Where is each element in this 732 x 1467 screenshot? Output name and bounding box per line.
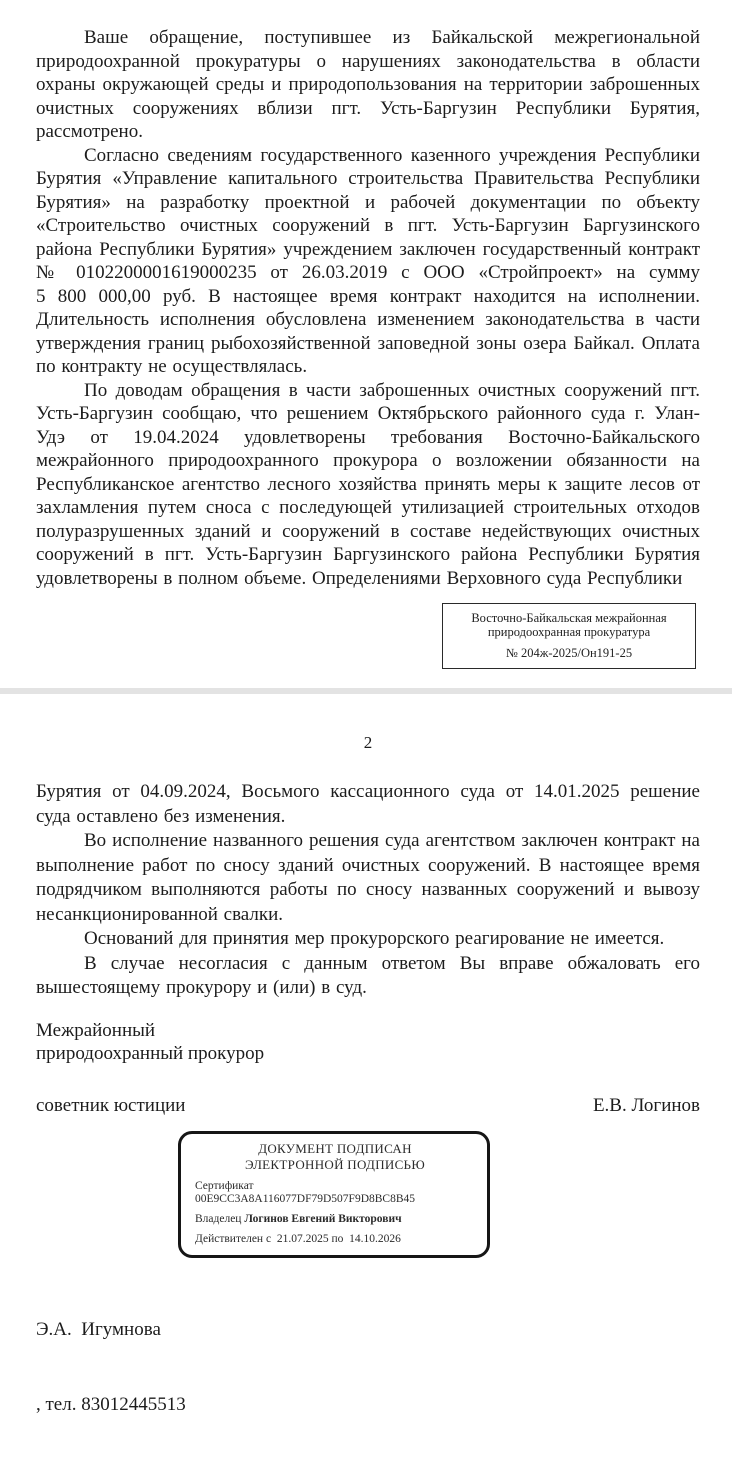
esign-certificate-value: 00E9CC3A8A116077DF79D507F9D8BC8B45: [195, 1192, 416, 1205]
prosecutor-office-stamp: [442, 603, 696, 669]
esign-owner-label: Владелец: [195, 1212, 242, 1225]
esign-certificate-line: [195, 1180, 475, 1206]
paragraph-contract-info: Согласно сведениям государственного казенного учреждения Республики Бурятия «Управление капитального строительства Правительства Республики Бурятия» на разработку проектной и рабочей документации по объекту «Строительство очистных сооружений в пгт. Усть-Баргузин Баргузинского района Республики Бурятия» учреждением заключен государственный контракт № 0102200001619000235 от 26.03.2019 с ООО «Стройпроект» на сумму 5 800 000,00 руб. В настоящее время контракт находится на исполнении. Длительность исполнения обусловлена изменением законодательства в части утверждения границ рыбохозяйственной заповедной зоны озера Байкал. Оплата по контракту не осуществлялась.: [36, 144, 700, 377]
signature-block: [36, 1019, 700, 1117]
page-1: [0, 0, 732, 669]
signer-rank: советник юстиции: [36, 1094, 186, 1116]
stamp-office-line2: природоохранная прокуратура: [487, 625, 651, 639]
page-2-paragraphs: [36, 780, 700, 1001]
paragraph-no-grounds: Оснований для принятия мер прокурорского реагирование не имеется.: [84, 928, 665, 949]
signer-title-line2: природоохранный прокурор: [36, 1042, 265, 1064]
paragraph-appeal-rights: В случае несогласия с данным ответом Вы вправе обжаловать его вышестоящему прокурору и (или) в суд.: [36, 952, 700, 998]
esign-header-line1: ДОКУМЕНТ ПОДПИСАН: [258, 1140, 412, 1156]
page-separator: [0, 688, 732, 694]
page-number: 2: [363, 733, 373, 752]
electronic-signature-stamp: [178, 1131, 490, 1258]
paragraph-demolition-contract: Во исполнение названного решения суда агентством заключен контракт на выполнение работ по сносу зданий очистных сооружений. В настоящее время подрядчиком выполняются работы по сносу названных сооружений и вывозу несанкционированной свалки.: [36, 830, 700, 925]
page-2: [0, 732, 732, 1467]
paragraph-decision-upheld: Бурятия от 04.09.2024, Восьмого кассационного суда от 14.01.2025 решение суда оставлено без изменения.: [36, 781, 700, 827]
esign-owner-line: [195, 1213, 475, 1226]
paragraph-court-decision: По доводам обращения в части заброшенных очистных сооружений пгт. Усть-Баргузин сообщаю, что решением Октябрьского районного суда г. Улан-Удэ от 19.04.2024 удовлетворены требования Восточно-Байкальского межрайонного природоохранного прокурора о возложении обязанности на Республиканское агентство лесного хозяйства принять меры к защите лесов от захламления путем сноса с последующей утилизацией строительных отходов полуразрушенных зданий и сооружений в составе недействующих очистных сооружений в пгт. Усть-Баргузин Баргузинского района Республики Бурятия удовлетворены в полном объеме. Определениями Верховного суда Республики: [36, 379, 700, 589]
paragraph-appeal-received: Ваше обращение, поступившее из Байкальской межрегиональной природоохранной прокуратуры о нарушениях законодательства в области охраны окружающей среды и природопользования на территории заброшенных очистных сооружениях вблизи пгт. Усть-Баргузин Республики Бурятия, рассмотрено.: [36, 27, 700, 142]
esign-header: [195, 1141, 475, 1173]
executor-name: Э.А. Игумнова: [36, 1318, 161, 1340]
signer-name: Е.В. Логинов: [592, 1094, 700, 1116]
stamp-office-line1: Восточно-Байкальская межрайонная: [471, 611, 667, 625]
stamp-registration-number: № 204ж-2025/Он191-25: [505, 646, 633, 660]
esign-header-line2: ЭЛЕКТРОННОЙ ПОДПИСЬЮ: [245, 1156, 425, 1172]
esign-validity-line: Действителен с 21.07.2025 по 14.10.2026: [195, 1232, 401, 1245]
esign-certificate-label: Сертификат: [195, 1179, 254, 1192]
executor-phone: , тел. 83012445513: [36, 1393, 186, 1415]
signer-title-line1: Межрайонный: [36, 1019, 156, 1041]
esign-owner-value: Логинов Евгений Викторович: [244, 1212, 402, 1225]
signer-rank-name-row: [36, 1071, 700, 1117]
executor-block: [36, 1267, 700, 1467]
